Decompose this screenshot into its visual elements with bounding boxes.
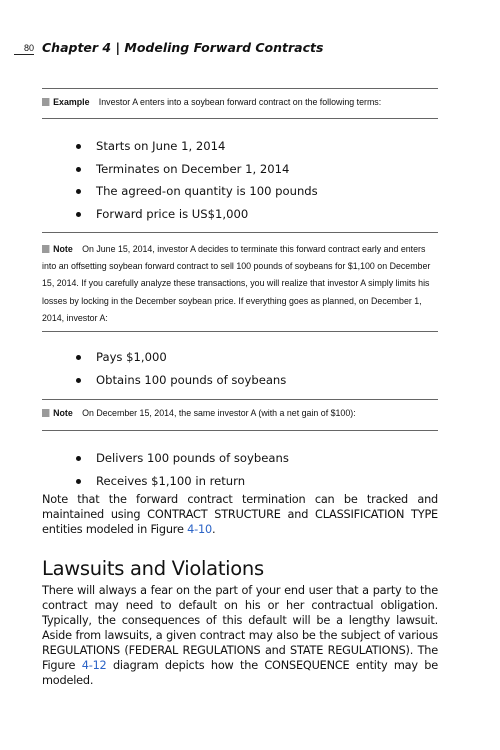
note2-label: Note xyxy=(53,408,73,419)
note1-line: Note On June 15, 2014, investor A decides to terminate this forward contract early and enters xyxy=(42,241,437,258)
figure-link[interactable]: 4-10 xyxy=(187,523,212,536)
list-item: The agreed-on quantity is 100 pounds xyxy=(76,180,318,203)
note1-line: 15, 2014. If you carefully analyze these transactions, you will realize that investor A simply limits his xyxy=(42,278,430,290)
example-text: Investor A enters into a soybean forward contract on the following terms: xyxy=(98,97,382,108)
square-bullet-icon xyxy=(42,245,49,253)
page-number: 80 xyxy=(14,42,34,55)
list-item: Pays $1,000 xyxy=(76,346,286,369)
chapter-title: Chapter 4 | Modeling Forward Contracts xyxy=(42,40,324,55)
note1-line: losses by locking in the December soybean price. If everything goes as planned, on December 1, xyxy=(42,295,422,307)
square-bullet-icon xyxy=(42,98,49,106)
lawsuits-paragraph: There will always a fear on the part of your end user that a party to the contract may need to default on his or her contractual obligation. Typically, the consequences of this default will be a lengthy lawsuit. Aside from lawsuits, a given contract may also be the subject of various REGULATIONS (FEDERAL REGULATIONS and STATE REGULATIONS). The Figure 4-12 diagram depicts how the CONSEQUENCE entity may be modeled. xyxy=(42,584,438,687)
list-item: Receives $1,100 in return xyxy=(76,470,289,493)
list-item: Starts on June 1, 2014 xyxy=(76,135,318,158)
investor-a-list xyxy=(76,346,286,391)
page-header xyxy=(0,40,500,56)
example-bottom-rule xyxy=(42,118,438,119)
note2-bottom-rule xyxy=(42,430,438,431)
termination-paragraph: Note that the forward contract termination can be tracked and maintained using CONTRACT STRUCTURE and CLASSIFICATION TYPE entities modeled in Figure 4-10. xyxy=(42,493,438,536)
list-item: Terminates on December 1, 2014 xyxy=(76,158,318,181)
net-gain-list xyxy=(76,447,289,492)
list-item: Obtains 100 pounds of soybeans xyxy=(76,369,286,392)
section-heading: Lawsuits and Violations xyxy=(42,557,264,580)
note1-box xyxy=(42,241,437,327)
square-bullet-icon xyxy=(42,409,49,417)
note1-label: Note xyxy=(53,244,73,255)
terms-list xyxy=(76,135,318,225)
example-top-rule xyxy=(42,88,438,89)
figure-link[interactable]: 4-12 xyxy=(81,659,107,672)
note2-text: On December 15, 2014, the same investor A (with a net gain of $100): xyxy=(82,408,356,419)
note2-box xyxy=(42,408,414,419)
list-item: Forward price is US$1,000 xyxy=(76,203,318,226)
note1-bottom-rule xyxy=(42,331,438,332)
note1-top-rule xyxy=(42,232,438,233)
note2-top-rule xyxy=(42,399,438,400)
note1-line: 2014, investor A: xyxy=(42,312,108,324)
note1-line: into an offsetting soybean forward contract to sell 100 pounds of soybeans for $1,100 on December xyxy=(42,261,431,273)
example-box xyxy=(42,97,414,108)
example-label: Example xyxy=(53,97,90,108)
list-item: Delivers 100 pounds of soybeans xyxy=(76,447,289,470)
